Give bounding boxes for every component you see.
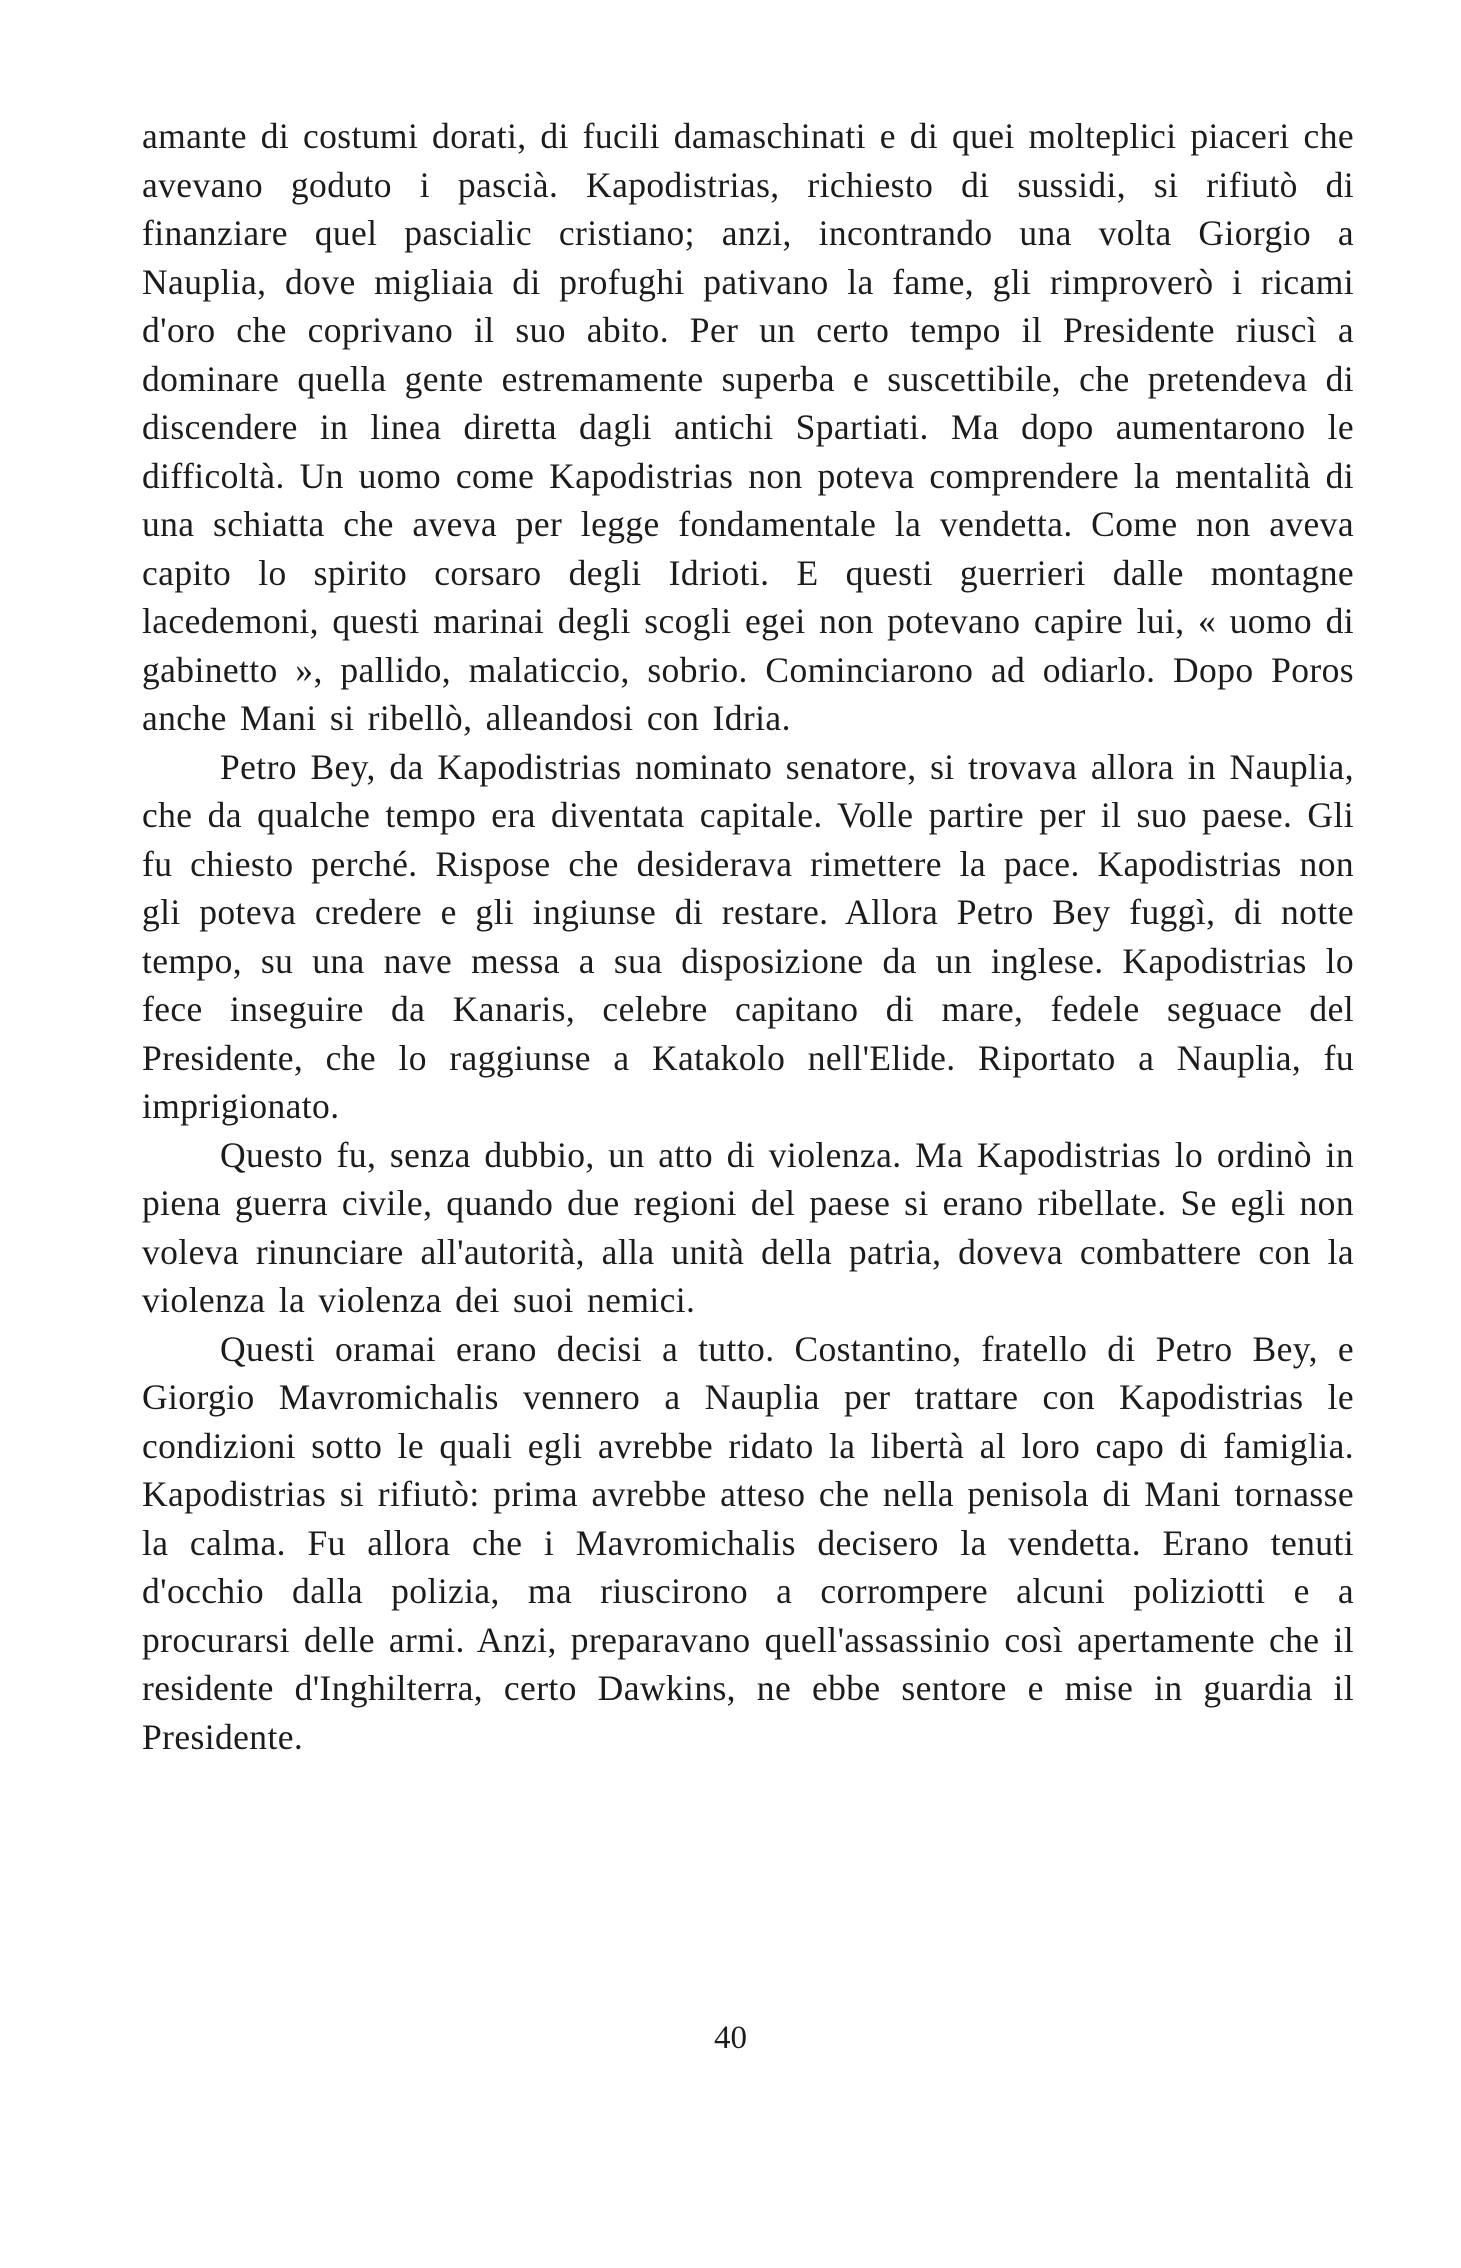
body-text [142,112,1354,1761]
paragraph-1: amante di costumi dorati, di fucili damaschinati e di quei molteplici piaceri che avevano goduto i pascià. Kapodistrias, richiesto di sussidi, si rifiutò di finanziare quel pascialic cristiano; anzi, incontrando una volta Giorgio a Nauplia, dove migliaia di profughi pativano la fame, gli rimproverò i ricami d'oro che coprivano il suo abito. Per un certo tempo il Presidente riuscì a dominare quella gente estremamente superba e suscettibile, che pretendeva di discendere in linea diretta dagli antichi Spartiati. Ma dopo aumentarono le difficoltà. Un uomo come Kapodistrias non poteva comprendere la mentalità di una schiatta che aveva per legge fondamentale la vendetta. Come non aveva capito lo spirito corsaro degli Idrioti. E questi guerrieri dalle montagne lacedemoni, questi marinai degli scogli egei non potevano capire lui, « uomo di gabinetto », pallido, malaticcio, sobrio. Cominciarono ad odiarlo. Dopo Poros anche Mani si ribellò, alleandosi con Idria. [142,116,1354,738]
paragraph-3: Questo fu, senza dubbio, un atto di violenza. Ma Kapodistrias lo ordinò in piena guerra civile, quando due regioni del paese si erano ribellate. Se egli non voleva rinunciare all'autorità, alla unità della patria, doveva combattere con la violenza la violenza dei suoi nemici. [142,1134,1354,1320]
paragraph-2: Petro Bey, da Kapodistrias nominato senatore, si trovava allora in Nauplia, che da qualche tempo era diventata capitale. Volle partire per il suo paese. Gli fu chiesto perché. Rispose che desiderava rimettere la pace. Kapodistrias non gli poteva credere e gli ingiunse di restare. Allora Petro Bey fuggì, di notte tempo, su una nave messa a sua disposizione da un inglese. Kapodistrias lo fece inseguire da Kanaris, celebre capitano di mare, fedele seguace del Presidente, che lo raggiunse a Katakolo nell'Elide. Riportato a Nauplia, fu imprigionato. [142,746,1354,1126]
paragraph-4: Questi oramai erano decisi a tutto. Costantino, fratello di Petro Bey, e Giorgio Mavromichalis vennero a Nauplia per trattare con Kapodistrias le condizioni sotto le quali egli avrebbe ridato la libertà al loro capo di famiglia. Kapodistrias si rifiutò: prima avrebbe atteso che nella penisola di Mani tornasse la calma. Fu allora che i Mavromichalis decisero la vendetta. Erano tenuti d'occhio dalla polizia, ma riuscirono a corrompere alcuni poliziotti e a procurarsi delle armi. Anzi, preparavano quell'assassinio così apertamente che il residente d'Inghilterra, certo Dawkins, ne ebbe sentore e mise in guardia il Presidente. [142,1328,1354,1757]
page-number: 40 [714,2020,747,2056]
